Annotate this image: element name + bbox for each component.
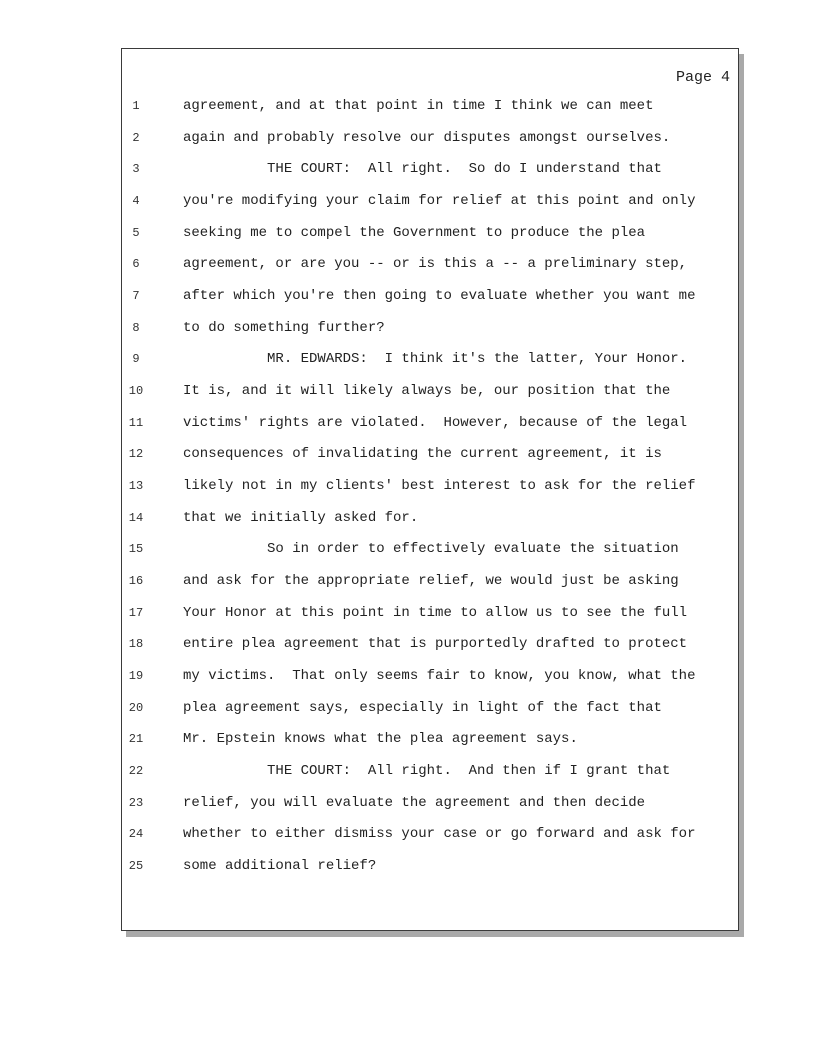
line-number: 21 — [128, 732, 144, 746]
line-number: 20 — [128, 701, 144, 715]
line-text: THE COURT: All right. So do I understand that — [183, 161, 662, 177]
transcript-line — [122, 320, 738, 344]
line-number: 5 — [132, 226, 140, 240]
line-text: entire plea agreement that is purportedly drafted to protect — [183, 636, 688, 652]
line-number: 18 — [128, 637, 144, 651]
line-number: 19 — [128, 669, 144, 683]
line-text: agreement, and at that point in time I think we can meet — [183, 98, 654, 114]
line-text: Mr. Epstein knows what the plea agreement says. — [183, 731, 578, 747]
transcript-line — [122, 700, 738, 724]
transcript-line — [122, 288, 738, 312]
line-number: 11 — [128, 416, 144, 430]
line-text: victims' rights are violated. However, because of the legal — [183, 415, 688, 431]
line-text: agreement, or are you -- or is this a -- a preliminary step, — [183, 256, 688, 272]
transcript-line — [122, 541, 738, 565]
transcript-line — [122, 446, 738, 470]
transcript-line — [122, 636, 738, 660]
line-number: 6 — [132, 257, 140, 271]
line-number: 17 — [128, 606, 144, 620]
transcript-line — [122, 763, 738, 787]
line-text: THE COURT: All right. And then if I grant that — [183, 763, 671, 779]
line-number: 3 — [132, 162, 140, 176]
line-number: 16 — [128, 574, 144, 588]
transcript-line — [122, 858, 738, 882]
transcript-line — [122, 605, 738, 629]
line-text: again and probably resolve our disputes amongst ourselves. — [183, 130, 671, 146]
transcript-line — [122, 795, 738, 819]
line-number: 7 — [132, 289, 140, 303]
transcript-line — [122, 130, 738, 154]
line-text: you're modifying your claim for relief at this point and only — [183, 193, 696, 209]
line-number: 8 — [132, 321, 140, 335]
line-number: 2 — [132, 131, 140, 145]
transcript-line — [122, 225, 738, 249]
line-number: 1 — [132, 99, 140, 113]
line-text: that we initially asked for. — [183, 510, 419, 526]
line-text: So in order to effectively evaluate the situation — [183, 541, 679, 557]
line-text: plea agreement says, especially in light of the fact that — [183, 700, 662, 716]
line-text: after which you're then going to evaluate whether you want me — [183, 288, 696, 304]
line-number: 15 — [128, 542, 144, 556]
transcript-line — [122, 668, 738, 692]
line-number: 9 — [132, 352, 140, 366]
transcript-line — [122, 826, 738, 850]
transcript-line — [122, 351, 738, 375]
line-text: consequences of invalidating the current agreement, it is — [183, 446, 662, 462]
transcript-line — [122, 161, 738, 185]
line-number: 24 — [128, 827, 144, 841]
line-text: MR. EDWARDS: I think it's the latter, Your Honor. — [183, 351, 688, 367]
line-text: Your Honor at this point in time to allow us to see the full — [183, 605, 688, 621]
line-number: 10 — [128, 384, 144, 398]
transcript-line — [122, 193, 738, 217]
line-number: 4 — [132, 194, 140, 208]
line-number: 14 — [128, 511, 144, 525]
line-number: 23 — [128, 796, 144, 810]
transcript-line — [122, 415, 738, 439]
line-text: my victims. That only seems fair to know, you know, what the — [183, 668, 696, 684]
transcript-line — [122, 383, 738, 407]
line-text: It is, and it will likely always be, our position that the — [183, 383, 671, 399]
transcript-line — [122, 510, 738, 534]
line-number: 13 — [128, 479, 144, 493]
line-text: to do something further? — [183, 320, 385, 336]
line-text: seeking me to compel the Government to produce the plea — [183, 225, 646, 241]
line-text: some additional relief? — [183, 858, 377, 874]
transcript-line — [122, 573, 738, 597]
transcript-line — [122, 256, 738, 280]
line-number: 12 — [128, 447, 144, 461]
transcript-line — [122, 478, 738, 502]
transcript-line — [122, 731, 738, 755]
page-number: Page 4 — [675, 69, 730, 86]
line-number: 22 — [128, 764, 144, 778]
transcript-page — [121, 48, 739, 931]
line-number: 25 — [128, 859, 144, 873]
line-text: relief, you will evaluate the agreement and then decide — [183, 795, 646, 811]
line-text: and ask for the appropriate relief, we would just be asking — [183, 573, 679, 589]
line-text: likely not in my clients' best interest to ask for the relief — [183, 478, 696, 494]
line-text: whether to either dismiss your case or go forward and ask for — [183, 826, 696, 842]
transcript-line — [122, 98, 738, 122]
